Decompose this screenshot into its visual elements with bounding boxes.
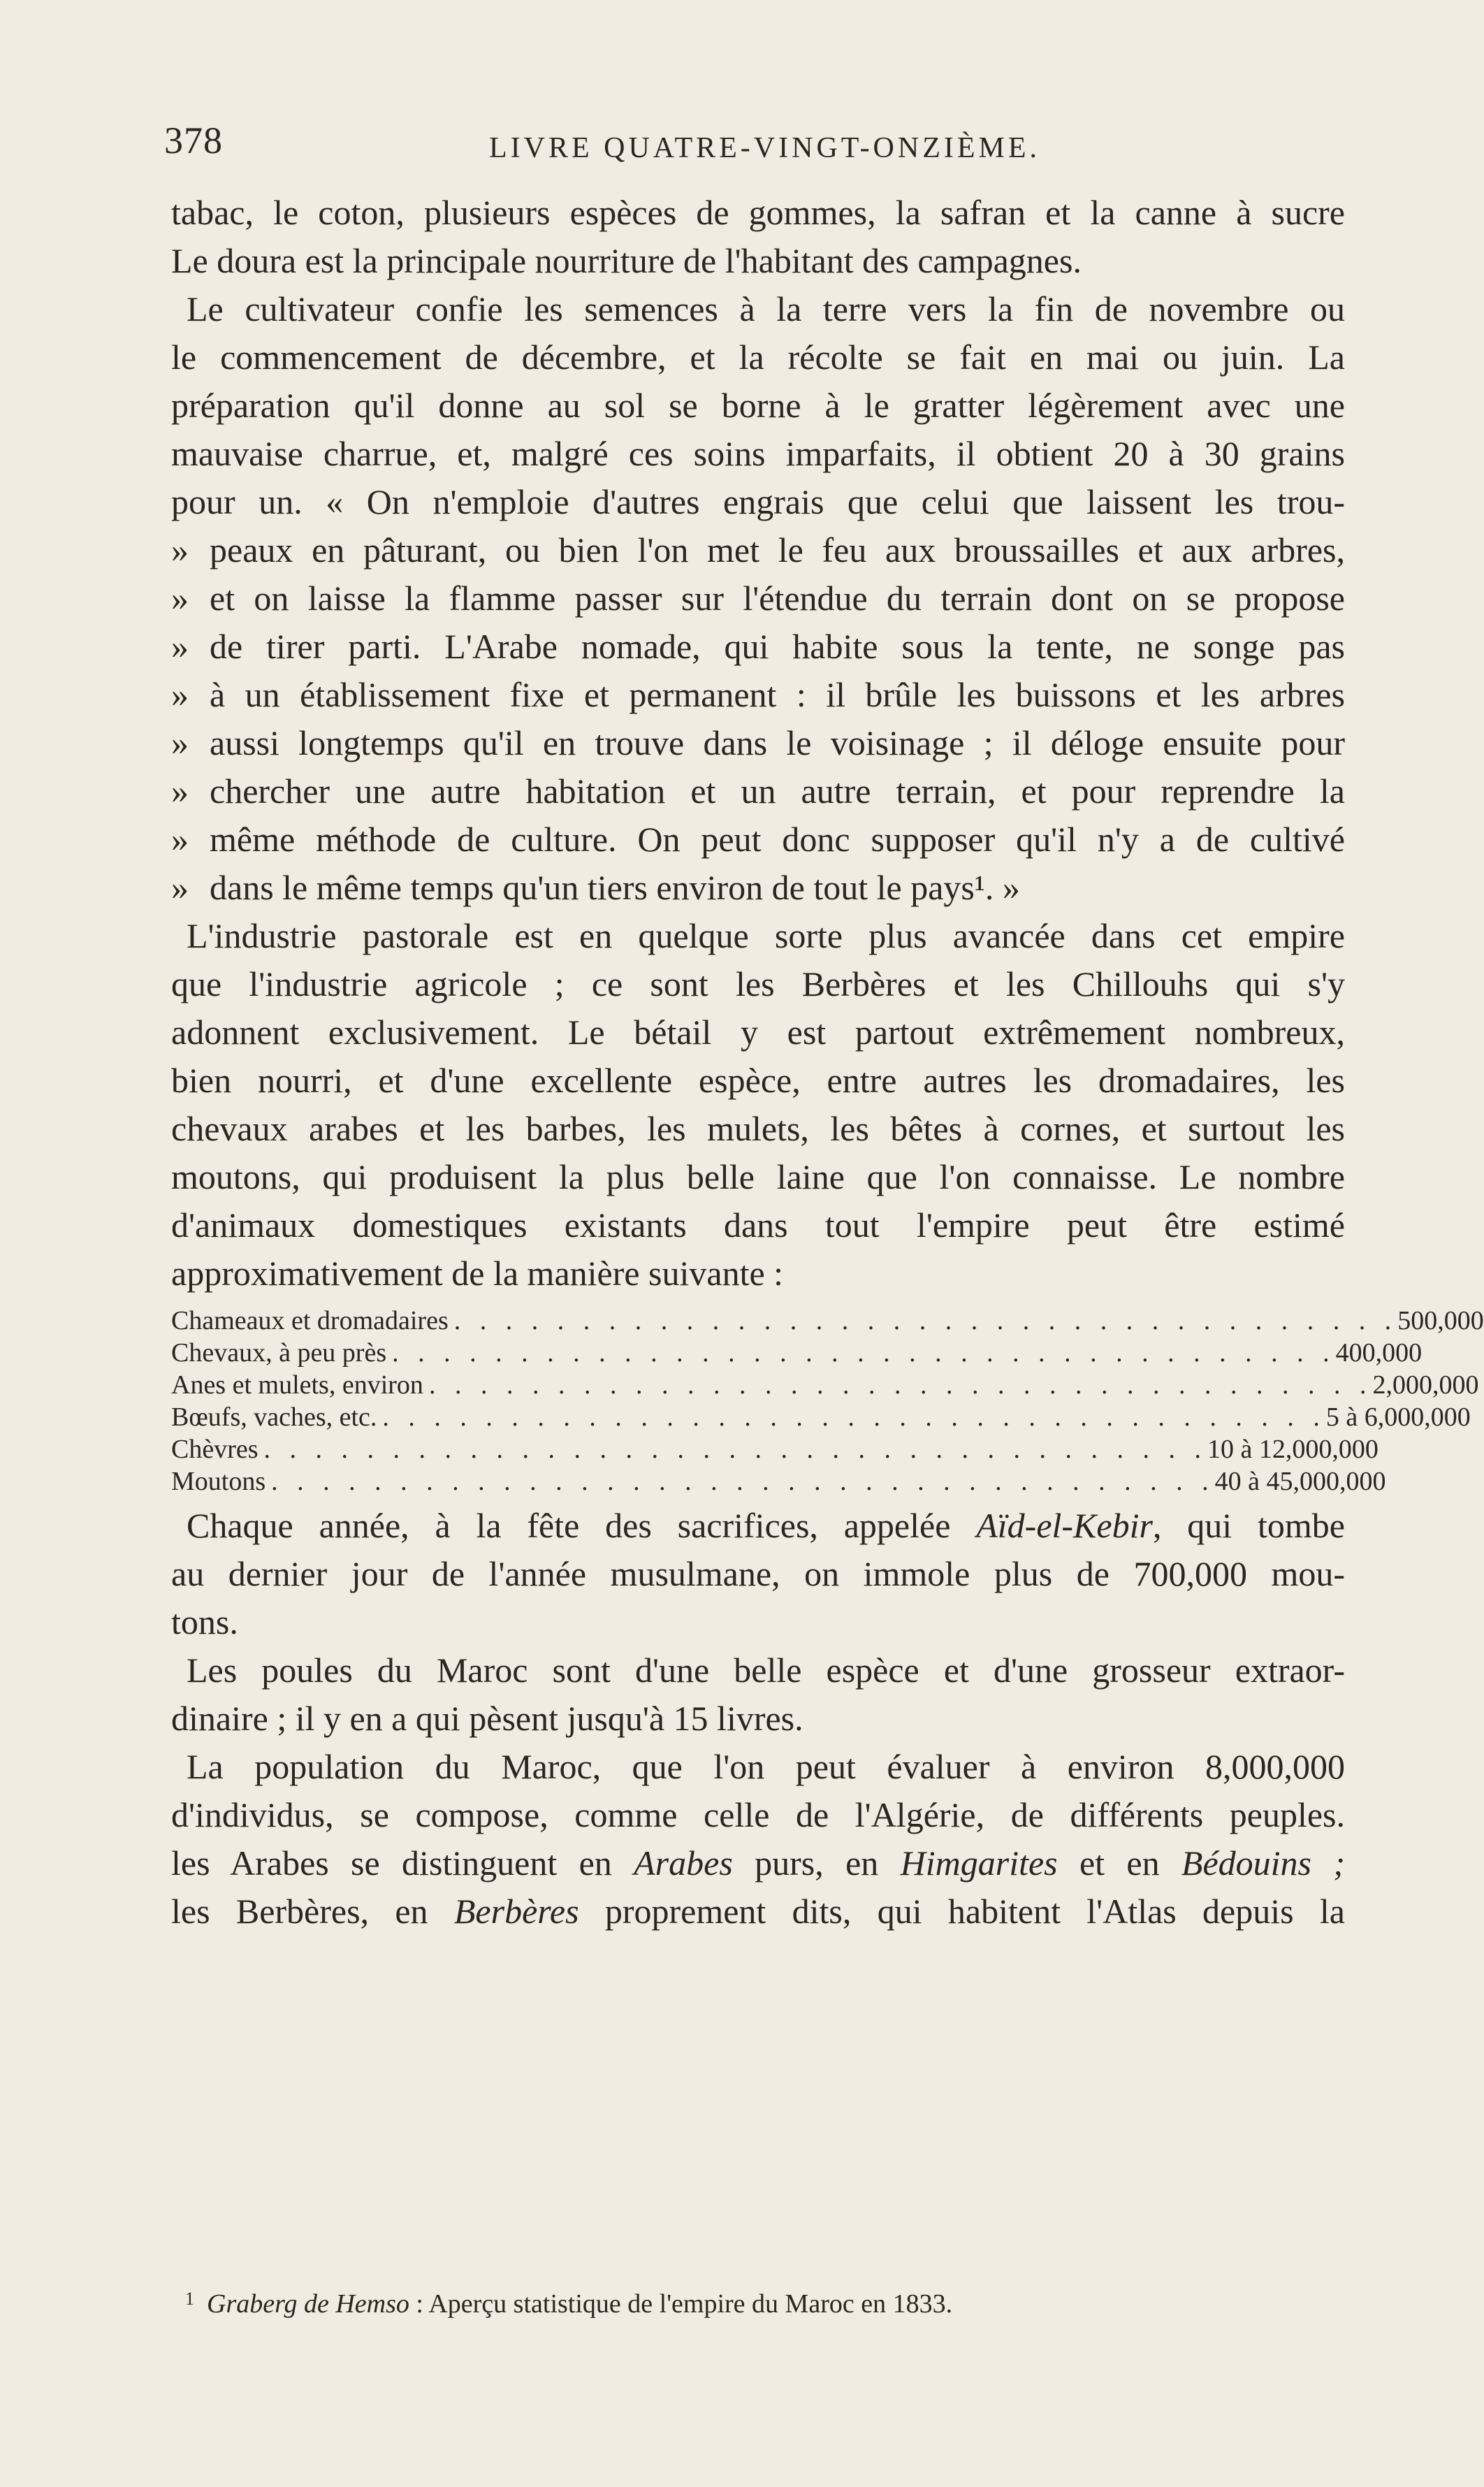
table-label: Bœufs, vaches, etc. — [171, 1402, 377, 1432]
text-line: moutons, qui produisent la plus belle laine que l'on connaisse. Le nombre — [171, 1157, 1345, 1196]
table-value: 500,000 — [1397, 1306, 1484, 1335]
quote-line — [171, 623, 1345, 671]
text-line — [171, 1887, 1345, 1936]
footnote — [185, 2289, 952, 2319]
quote-text: aussi longtemps qu'il en trouve dans le voisinage ; il déloge ensuite pour — [210, 723, 1345, 762]
quote-line — [171, 671, 1345, 719]
quote-marker: » — [171, 868, 189, 907]
text-line: d'animaux domestiques existants dans tout l'empire peut être estimé — [171, 1205, 1345, 1245]
leader-dots: . . . . . . . . . . . . . . . . . . . . . . . . . . . . . . . . . . . . . — [263, 1435, 1208, 1464]
table-row — [171, 1401, 1471, 1433]
leader-dots: . . . . . . . . . . . . . . . . . . . . . . . . . . . . . . . . . . . . . — [428, 1370, 1373, 1400]
footnote-text: : Aperçu statistique de l'empire du Maroc en 1833. — [409, 2289, 953, 2319]
quote-text: peaux en pâturant, ou bien l'on met le feu aux broussailles et aux arbres, — [210, 530, 1345, 570]
text-line: adonnent exclusivement. Le bétail y est partout extrêmement nombreux, — [171, 1013, 1345, 1052]
quote-text: chercher une autre habitation et un autre terrain, et pour reprendre la — [210, 771, 1345, 811]
text-line: L'industrie pastorale est en quelque sorte plus avancée dans cet empire — [187, 916, 1345, 955]
italic-term: Bédouins ; — [1181, 1843, 1345, 1883]
italic-term: Arabes — [634, 1843, 733, 1883]
footnote-marker: 1 — [185, 2289, 194, 2309]
quote-text: à un établissement fixe et permanent : il brûle les buissons et les arbres — [210, 675, 1345, 714]
table-row — [171, 1369, 1479, 1401]
table-label: Chameaux et dromadaires — [171, 1306, 449, 1335]
page-number: 378 — [164, 119, 223, 161]
table-label: Chèvres — [171, 1435, 259, 1464]
quote-text: et on laisse la flamme passer sur l'étendue du terrain dont on se propose — [210, 579, 1345, 618]
quote-marker: » — [171, 530, 189, 570]
text-line: tons. — [171, 1602, 238, 1641]
text-line: La population du Maroc, que l'on peut évaluer à environ 8,000,000 — [187, 1747, 1345, 1786]
table-row — [171, 1337, 1423, 1369]
italic-term: Berbères — [453, 1892, 579, 1931]
table-label: Moutons — [171, 1467, 266, 1496]
text-line — [171, 1839, 1345, 1887]
page-body — [171, 189, 1484, 1936]
table-row — [171, 1465, 1386, 1498]
table-label: Anes et mulets, environ — [171, 1370, 423, 1400]
text-line: le commencement de décembre, et la récolte se fait en mai ou juin. La — [171, 338, 1345, 377]
quote-text: dans le même temps qu'un tiers environ de tout le pays¹. » — [210, 868, 1020, 907]
italic-term: Aïd-el-Kebir — [976, 1506, 1153, 1545]
quote-line — [171, 719, 1345, 767]
quote-line — [171, 815, 1345, 864]
text-line: d'individus, se compose, comme celle de l'Algérie, de différents peuples. — [171, 1795, 1345, 1834]
table-value: 40 à 45,000,000 — [1214, 1467, 1386, 1496]
text-line: approximativement de la manière suivante : — [171, 1254, 784, 1293]
table-label: Chevaux, à peu près — [171, 1338, 387, 1368]
table-row — [171, 1433, 1378, 1465]
text-span: Chaque année, à la fête des sacrifices, appelée — [187, 1506, 977, 1545]
table-value: 2,000,000 — [1372, 1370, 1479, 1400]
quote-text: de tirer parti. L'Arabe nomade, qui habite sous la tente, ne songe pas — [210, 627, 1345, 666]
text-line: tabac, le coton, plusieurs espèces de gommes, la safran et la canne à sucre — [171, 193, 1345, 232]
text-span: les Arabes se distinguent en — [171, 1843, 634, 1883]
text-span: proprement dits, qui habitent l'Atlas depuis la — [579, 1892, 1346, 1931]
table-value: 5 à 6,000,000 — [1325, 1402, 1471, 1432]
italic-term: Himgarites — [900, 1843, 1058, 1883]
text-line: dinaire ; il y en a qui pèsent jusqu'à 15 livres. — [171, 1699, 803, 1738]
text-line: Les poules du Maroc sont d'une belle espèce et d'une grosseur extraor- — [187, 1651, 1345, 1690]
text-span: purs, en — [732, 1843, 901, 1883]
quote-marker: » — [171, 771, 189, 811]
quote-marker: » — [171, 675, 189, 714]
quote-text: même méthode de culture. On peut donc supposer qu'il n'y a de cultivé — [210, 820, 1345, 859]
running-title: LIVRE QUATRE-VINGT-ONZIÈME. — [489, 132, 1041, 164]
text-span: les Berbères, en — [171, 1892, 454, 1931]
leader-dots: . . . . . . . . . . . . . . . . . . . . . . . . . . . . . . . . . . . . . — [392, 1338, 1336, 1368]
leader-dots: . . . . . . . . . . . . . . . . . . . . . . . . . . . . . . . . . . . . . — [382, 1402, 1326, 1432]
text-line: chevaux arabes et les barbes, les mulets, les bêtes à cornes, et surtout les — [171, 1109, 1345, 1148]
livestock-table — [171, 1305, 1484, 1498]
quote-marker: » — [171, 820, 189, 859]
text-line: mauvaise charrue, et, malgré ces soins imparfaits, il obtient 20 à 30 grains — [171, 434, 1345, 473]
page-header — [0, 119, 1406, 175]
table-value: 10 à 12,000,000 — [1207, 1435, 1378, 1464]
footnote-author: Graberg de Hemso — [207, 2289, 409, 2319]
table-value: 400,000 — [1335, 1338, 1423, 1368]
quote-line — [171, 526, 1345, 574]
quote-line — [171, 574, 1345, 623]
quote-marker: » — [171, 723, 189, 762]
quote-line — [171, 767, 1345, 815]
text-line: préparation qu'il donne au sol se borne à le gratter légèrement avec une — [171, 386, 1345, 425]
text-span: et en — [1057, 1843, 1181, 1883]
text-span: , qui tombe — [1152, 1506, 1345, 1545]
text-line: Le doura est la principale nourriture de l'habitant des campagnes. — [171, 241, 1082, 280]
leader-dots: . . . . . . . . . . . . . . . . . . . . . . . . . . . . . . . . . . . . . — [453, 1306, 1398, 1335]
text-line — [171, 1502, 1345, 1550]
quote-marker: » — [171, 579, 189, 618]
text-line: que l'industrie agricole ; ce sont les Berbères et les Chillouhs qui s'y — [171, 964, 1345, 1003]
text-line: Le cultivateur confie les semences à la terre vers la fin de novembre ou — [187, 289, 1345, 328]
leader-dots: . . . . . . . . . . . . . . . . . . . . . . . . . . . . . . . . . . . . . — [271, 1467, 1215, 1496]
quote-line — [171, 864, 1345, 912]
quote-marker: » — [171, 627, 189, 666]
text-line: bien nourri, et d'une excellente espèce, entre autres les dromadaires, les — [171, 1061, 1345, 1100]
text-line: pour un. « On n'emploie d'autres engrais que celui que laissent les trou- — [171, 482, 1345, 521]
table-row — [171, 1305, 1484, 1337]
text-line: au dernier jour de l'année musulmane, on immole plus de 700,000 mou- — [171, 1554, 1345, 1593]
